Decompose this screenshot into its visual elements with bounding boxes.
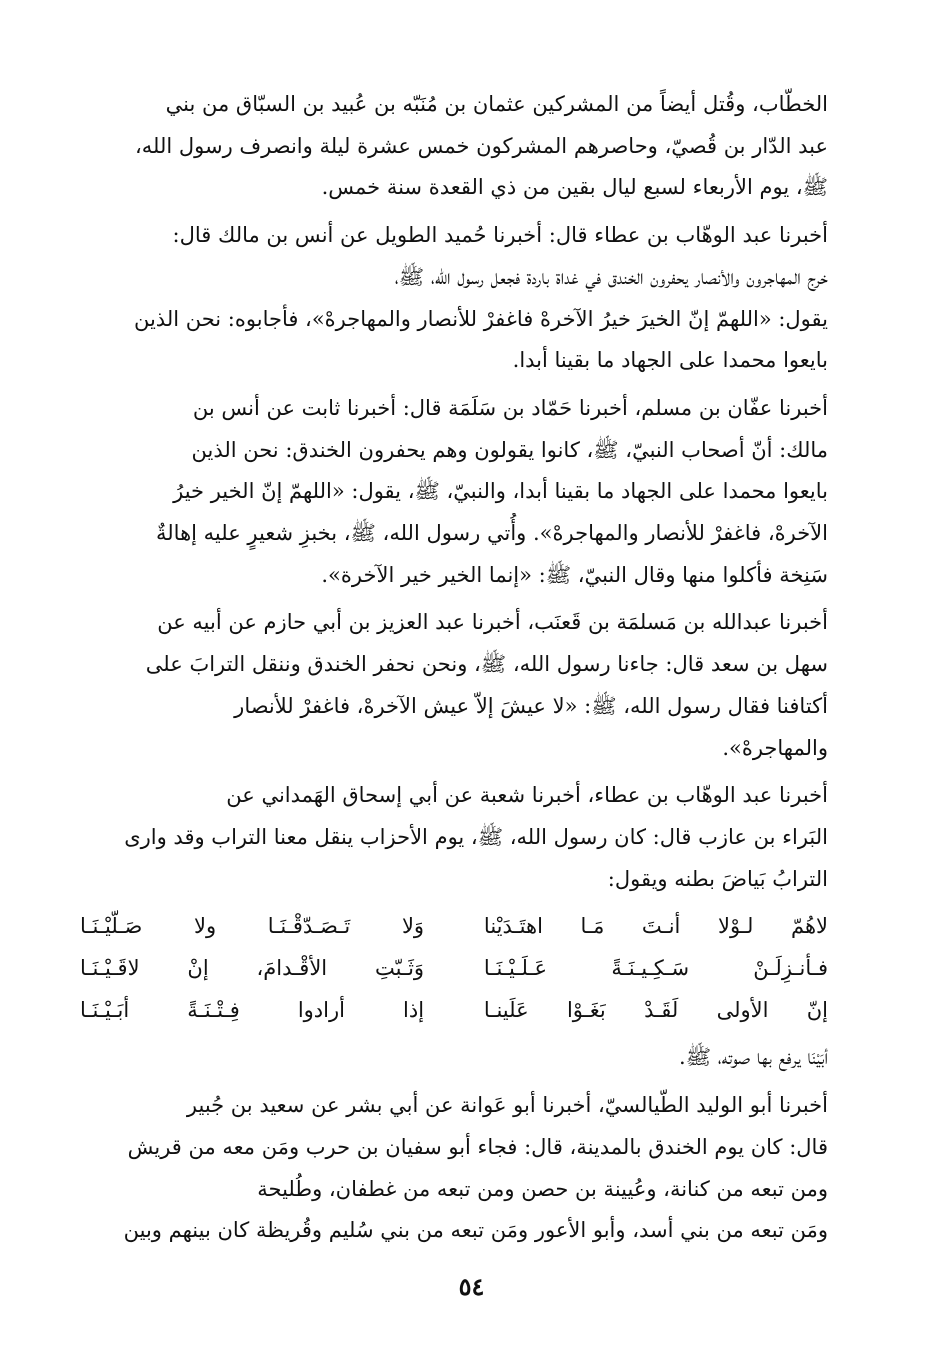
after-verses-line [80, 1037, 828, 1079]
text-line: خرج المهاجرون والأنصار يحفرون الخندق في غداة باردة فجعل رسول الله، ﷺ، [394, 264, 828, 289]
verse-second-hemistich: إذا أرادوا فِـتْـنَـةً أبَـيْـنَـا [80, 997, 425, 1022]
verse-first-hemistich: لاهُمّ لـوْلا أنـتَ مَـا اهتَـدَيْنا [483, 914, 828, 939]
text-line: أخبرنا عبدالله بن مَسلمَة بن قَعنَب، أخبرنا عبد العزيز بن أبي حازم عن أبيه عن [157, 610, 828, 635]
paragraph-2 [80, 215, 828, 382]
verse-row [80, 990, 828, 1032]
verse-first-hemistich: إنّ الأولى لَقَـدْ بَغَـوْا عَلَينـا [483, 997, 828, 1022]
verse-row [80, 948, 828, 990]
verse-first-hemistich: فـأنـزِلَـنْ سَـكِـيـنَـةً عَـلَـيْـنَـا [483, 956, 828, 981]
text-line: قال: كان يوم الخندق بالمدينة، قال: فجاء أبو سفيان بن حرب ومَن معه من قريش [127, 1134, 828, 1159]
text-line: سهل بن سعد قال: جاءنا رسول الله، ﷺ، ونحن نحفر الخندق وننقل الترابَ على [145, 652, 828, 677]
text-line: سَنِخة فأكلوا منها وقال النبيّ، ﷺ: «إنما الخير خير الآخرة». [321, 562, 828, 587]
text-line: أخبرنا عبد الوهّاب بن عطاء، أخبرنا شعبة عن أبي إسحاق الهَمداني عن [226, 783, 828, 808]
text-line: أخبرنا عبد الوهّاب بن عطاء قال: أخبرنا حُميد الطويل عن أنس بن مالك قال: [172, 223, 828, 248]
text-line: ومن تبعه من كنانة، وعُيينة بن حصن ومن تبعه من غطفان، وطُليحة [257, 1176, 828, 1201]
text-line: بايعوا محمدا على الجهاد ما بقينا أبدا. [512, 348, 828, 373]
text-line: الخطّاب، وقُتل أيضاً من المشركين عثمان بن مُنَبّه بن عُبيد بن السبّاق من بني [165, 92, 828, 116]
verse-second-hemistich: وَلا تَـصَـدّقْـنَـا ولا صَـلّيْـنَـا [80, 914, 425, 939]
text-line: مالك: أنّ أصحاب النبيّ، ﷺ، كانوا يقولون وهم يحفرون الخندق: نحن الذين [191, 437, 828, 462]
paragraph-6 [80, 1085, 828, 1252]
text-line: البَراء بن عازب قال: كان رسول الله، ﷺ، يوم الأحزاب ينقل معنا التراب وقد وارى [124, 824, 828, 849]
text-line: ومَن تبعه من بني أسد، وأبو الأعور ومَن تبعه من بني سُليم وقُريظة كان بينهم وبين [123, 1218, 828, 1243]
page-number: ٥٤ [458, 1272, 485, 1301]
paragraph-3 [80, 388, 828, 597]
text-line: عبد الدّار بن قُصيّ، وحاصرهم المشركون خمس عشرة ليلة وانصرف رسول الله، [134, 133, 828, 158]
text-line: ﷺ، يوم الأربعاء لسبع ليال بقين من ذي القعدة سنة خمس. [321, 175, 828, 200]
text-line: أكتافنا فقال رسول الله، ﷺ: «لا عيشَ إلاّ عيش الآخرهْ، فاغفرْ للأنصار [234, 693, 828, 718]
poem-verses [80, 906, 828, 1031]
text-line: أخبرنا أبو الوليد الطّيالسيّ، أخبرنا أبو عَوانة عن أبي بشر عن سعيد بن جُبير [186, 1093, 828, 1118]
verse-row [80, 906, 828, 948]
text-line: يقول: «اللهمّ إنّ الخيرَ خيرُ الآخرهْ فاغفرْ للأنصار والمهاجرهْ»، فأجابوه: نحن الذين [133, 306, 828, 331]
text-line: الترابُ بَياضَ بطنه ويقول: [607, 866, 828, 891]
paragraph-4 [80, 602, 828, 769]
verse-second-hemistich: وَثَـبّتِ الأقْـدامَ، إنْ لاقَـيْـنَـا [80, 956, 425, 981]
text-line: أخبرنا عفّان بن مسلم، أخبرنا حَمّاد بن سَلَمَة قال: أخبرنا ثابت عن أنس بن [192, 395, 828, 420]
text-line: والمهاجرهْ». [722, 735, 828, 760]
text-line: الآخرهْ، فاغفرْ للأنصار والمهاجرهْ». وأُتي رسول الله، ﷺ، بخبزِ شعيرٍ عليه إهالةٌ [156, 521, 828, 546]
paragraph-5 [80, 775, 828, 900]
paragraph-1 [80, 84, 828, 209]
text-line: بايعوا محمدا على الجهاد ما بقينا أبدا، والنبيّ، ﷺ، يقول: «اللهمّ إنّ الخير خيرُ [173, 479, 828, 504]
text-line: أبَيْنَا يرفع بها صوته، ﷺ. [679, 1045, 828, 1070]
page-body [80, 84, 828, 1258]
